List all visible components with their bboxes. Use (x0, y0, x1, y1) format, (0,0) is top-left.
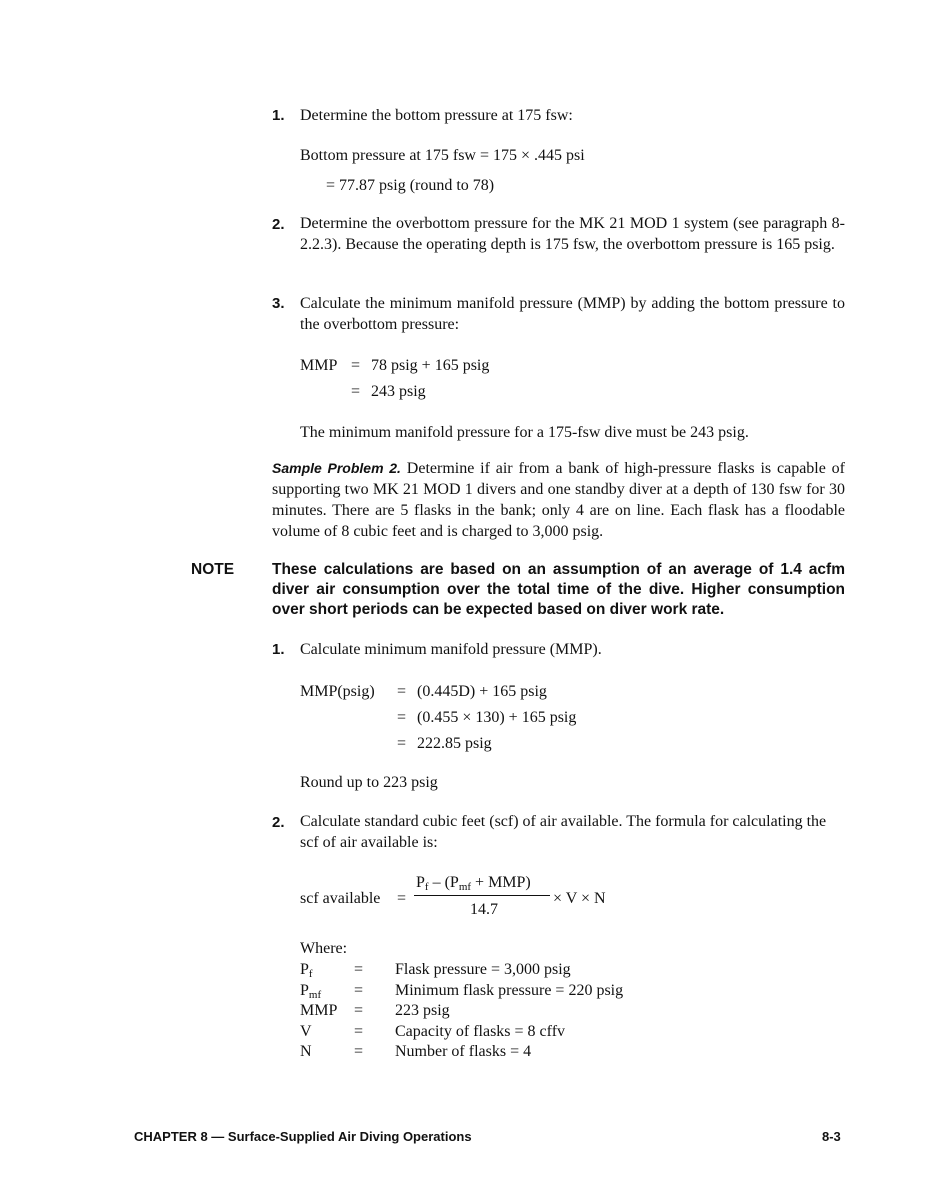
note-label: NOTE (191, 561, 235, 578)
equation-rhs: 222.85 psig (417, 735, 492, 752)
equals-sign: = (354, 961, 364, 978)
step-text: Calculate minimum manifold pressure (MMP). (300, 641, 602, 658)
where-definition: Number of flasks = 4 (395, 1043, 532, 1060)
equals-sign: = (351, 357, 361, 374)
where-label: Where: (300, 940, 348, 957)
formula-tail: × V × N (553, 890, 606, 907)
footer-chapter: CHAPTER 8 — Surface-Supplied Air Diving Operations (134, 1129, 472, 1144)
note-text: These calculations are based on an assumption of an average of 1.4 acfm diver air consumption over the total time of the dive. Higher consumption over short periods can be expected based on diver work rate. (272, 561, 845, 618)
equals-sign: = (397, 735, 407, 752)
formula-denominator: 14.7 (470, 901, 498, 918)
where-definition: Minimum flask pressure = 220 psig (395, 981, 624, 999)
step-text: Calculate the minimum manifold pressure (MMP) by adding the bottom pressure to the overbottom pressure: (300, 295, 845, 333)
equation-lhs: MMP(psig) (300, 683, 375, 700)
step-number: 2. (272, 814, 285, 831)
equation-rhs: 78 psig + 165 psig (371, 357, 490, 374)
formula-numerator: $P_f - (P_{mf} + MMP)$ (416, 874, 531, 893)
equation-rhs: (0.455 × 130) + 165 psig (417, 709, 577, 726)
equation-lhs: MMP (300, 357, 338, 374)
equals-sign: = (354, 1043, 364, 1060)
equals-sign: = (397, 683, 407, 700)
page-number: 8-3 (822, 1129, 841, 1144)
step-number: 2. (272, 216, 285, 233)
step-number: 3. (272, 295, 285, 312)
where-definition: Flask pressure = 3,000 psig (395, 961, 571, 978)
equation-line: Bottom pressure at 175 fsw = 175 × .445 psi (300, 147, 585, 164)
equation-rhs: 243 psig (371, 383, 426, 400)
where-definition: Capacity of flasks = 8 cffv (395, 1022, 566, 1040)
where-symbol: V (300, 1022, 312, 1040)
equals-sign: = (354, 1002, 364, 1019)
step-number: 1. (272, 641, 285, 658)
equals-sign: = (354, 981, 364, 999)
equals-sign: = (351, 383, 361, 400)
fraction-bar (414, 895, 550, 896)
round-note: Round up to 223 psig (300, 774, 438, 791)
step-text: Calculate standard cubic feet (scf) of air available. The formula for calculating the scf of air available is: (300, 813, 827, 851)
step-text: Determine the bottom pressure at 175 fsw: (300, 107, 573, 124)
sample-problem-paragraph (272, 458, 845, 542)
equation-line: = 77.87 psig (round to 78) (326, 177, 495, 194)
where-symbol: $P_f$ (300, 961, 313, 980)
where-symbol: N (300, 1043, 312, 1060)
equation-rhs: (0.445D) + 165 psig (417, 683, 547, 700)
where-symbol: $P_{mf}$ (300, 981, 322, 1001)
sample-problem-label: Sample Problem 2. (272, 460, 401, 476)
where-definition: 223 psig (395, 1002, 450, 1019)
equals-sign: = (397, 709, 407, 726)
equals-sign: = (397, 890, 407, 907)
step-number: 1. (272, 107, 285, 124)
formula-lhs: scf available (300, 890, 381, 907)
step-conclusion: The minimum manifold pressure for a 175-fsw dive must be 243 psig. (300, 424, 749, 441)
step-text: Determine the overbottom pressure for the MK 21 MOD 1 system (see paragraph 8-2.2.3). Because the operating depth is 175 fsw, the overbottom pressure is 165 psig. (300, 215, 845, 253)
sample-problem-text: Determine if air from a bank of high-pressure flasks is capable of supporting two MK 21 MOD 1 divers and one standby diver at a depth of 130 fsw for 30 minutes. There are 5 flasks in the bank; only 4 are on line. Each flask has a floodable volume of 8 cubic feet and is charged to 3,000 psig. (272, 460, 845, 540)
equals-sign: = (354, 1022, 364, 1040)
where-symbol: MMP (300, 1002, 338, 1019)
